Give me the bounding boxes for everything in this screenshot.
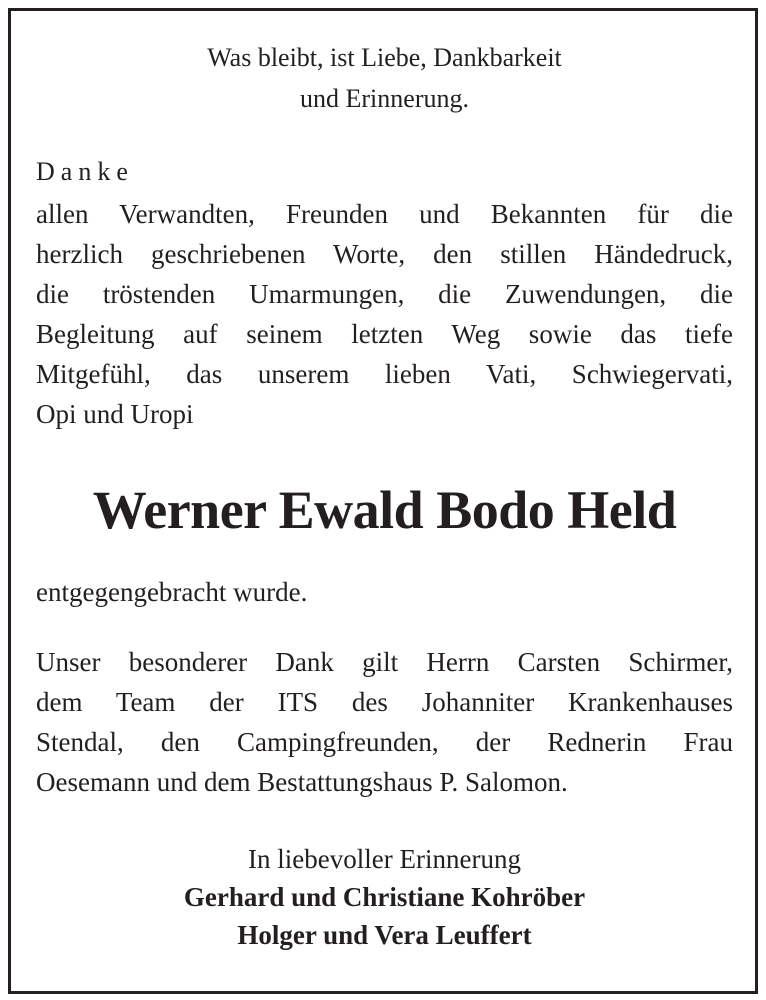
motto-line-1: Was bleibt, ist Liebe, Dankbarkeit <box>207 43 562 72</box>
signoff-family: Gerhard und Christiane Kohröber <box>183 882 586 912</box>
special-thanks-line: Stendal, den Campingfreunden, der Rednerin Frau <box>36 727 733 757</box>
danke-heading: Danke <box>36 157 134 186</box>
signoff <box>36 840 733 954</box>
thanks-line: Mitgefühl, das unserem lieben Vati, Schwiegervati, <box>36 359 733 389</box>
deceased-name: Werner Ewald Bodo Held <box>92 480 677 540</box>
thanks-paragraph <box>36 194 733 434</box>
thanks-line: die tröstenden Umarmungen, die Zuwendungen, die <box>36 279 733 309</box>
after-name-text: entgegengebracht wurde. <box>36 577 308 607</box>
signoff-intro: In liebevoller Erinnerung <box>248 844 521 874</box>
notice-frame <box>8 8 758 994</box>
thanks-line: allen Verwandten, Freunden und Bekannten für die <box>36 199 733 229</box>
special-thanks-line: Unser besonderer Dank gilt Herrn Carsten Schirmer, <box>36 647 733 677</box>
notice-content <box>36 37 733 954</box>
special-thanks-line: Oesemann und dem Bestattungshaus P. Salomon. <box>36 767 568 797</box>
signoff-family: Holger und Vera Leuffert <box>237 920 532 950</box>
special-thanks-paragraph <box>36 642 733 802</box>
special-thanks-line: dem Team der ITS des Johanniter Krankenhauses <box>36 687 733 717</box>
thanks-line: Begleitung auf seinem letzten Weg sowie das tiefe <box>36 319 733 349</box>
thanks-line: herzlich geschriebenen Worte, den stillen Händedruck, <box>36 239 733 269</box>
thanks-line: Opi und Uropi <box>36 399 194 429</box>
motto <box>36 37 733 119</box>
motto-line-2: und Erinnerung. <box>300 84 469 113</box>
